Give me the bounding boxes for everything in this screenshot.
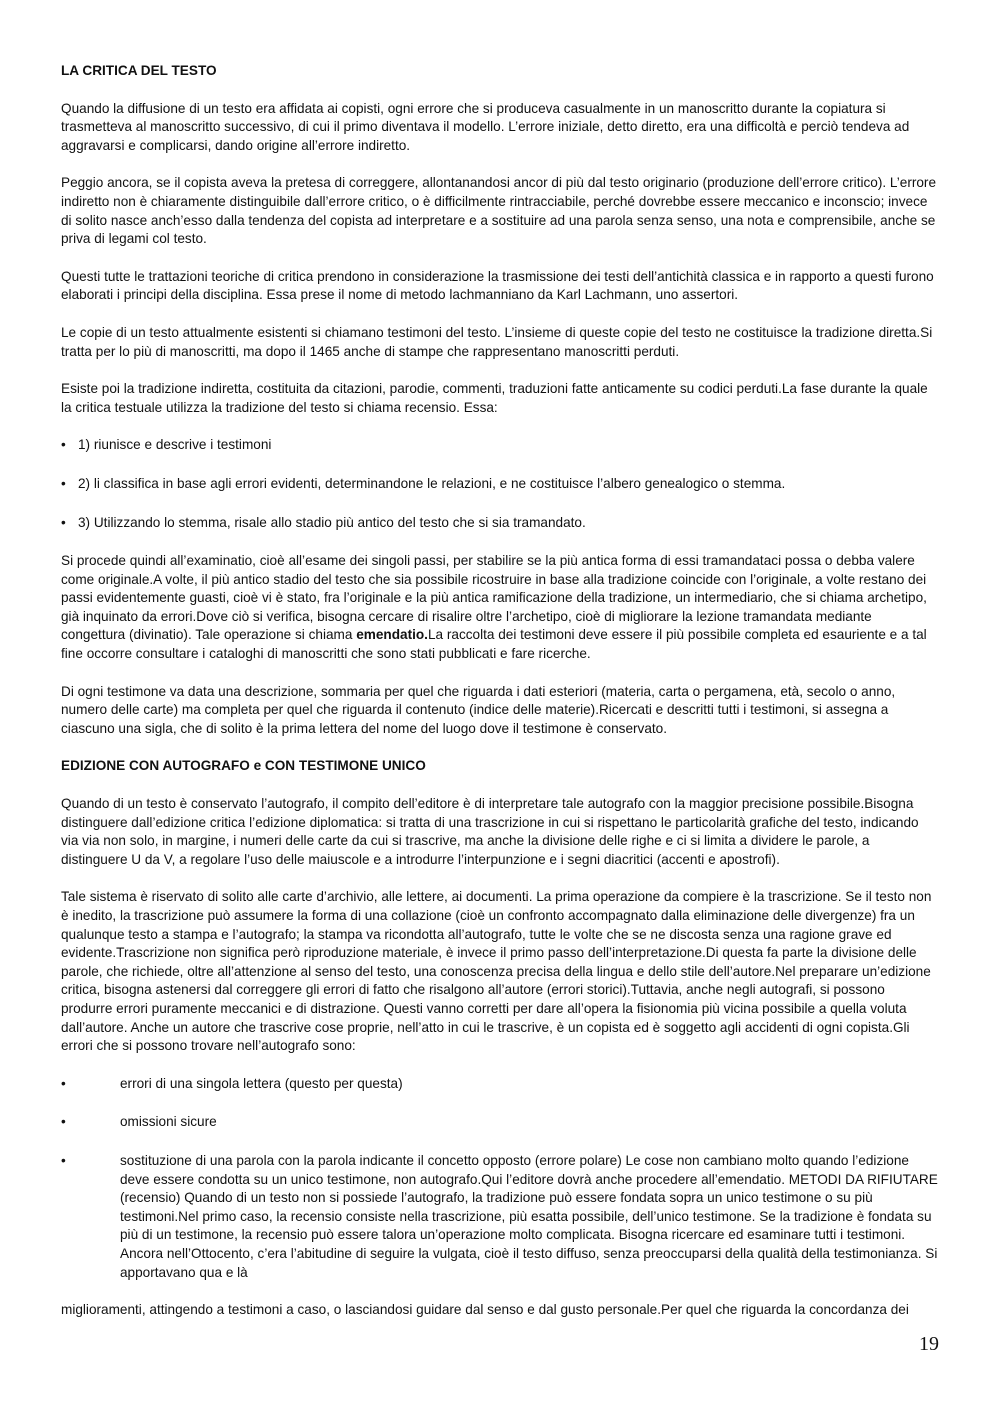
autograph-errors-list: [61, 1075, 939, 1282]
paragraph-10: miglioramenti, attingendo a testimoni a caso, o lasciandosi guidare dal senso e dal gusto personale.Per quel che riguarda la concordanza dei: [61, 1302, 909, 1318]
paragraph-6: [61, 552, 939, 664]
paragraph-9: Tale sistema è riservato di solito alle carte d’archivio, alle lettere, ai documenti. La prima operazione da compiere è la trascrizione. Se il testo non è inedito, la trascrizione può assumere la forma di una collazione (cioè un confronto accompagnato dalla eliminazione delle divergenze) fra un qualunque testo a stampa e l’autografo; la stampa va ricondotta all’autografo, tutte le volte che se ne discosta senza una ragione grave ed evidente.Trascrizione non significa però riproduzione materiale, è invece il primo passo dell’interpretazione.Di questa fa parte la divisione delle parole, che richiede, oltre all’attenzione al senso del testo, una conoscenza precisa della lingua e dello stile dell’autore.Nel preparare un’edizione critica, bisogna astenersi dal correggere gli errori di fatto che risalgono all’autore (errori storici).Tuttavia, anche negli autografi, si possono produrre errori puramente meccanici e di distrazione. Questi vanno corretti per dare all’opera la fisionomia più vicina possibile a quella voluta dall’autore. Anche un autore che trascrive cose proprie, nell’atto in cui le trascrive, è un copista ed è soggetto agli accidenti di ogni copista.Gli errori che si possono trovare nell’autografo sono:: [61, 889, 932, 1054]
paragraph-3: Questi tutte le trattazioni teoriche di critica prendono in considerazione la trasmissione dei testi dell’antichità classica e in rapporto a questi furono elaborati i principi della disciplina. Essa prese il nome di metodo lachmanniano da Karl Lachmann, uno assertori.: [61, 268, 934, 303]
paragraph-5: Esiste poi la tradizione indiretta, costituita da citazioni, parodie, commenti, traduzioni fatte anticamente su codici perduti.La fase durante la quale la critica testuale utilizza la tradizione del testo si chiama recensio. Essa:: [61, 381, 928, 415]
paragraph-2: Peggio ancora, se il copista aveva la pretesa di correggere, allontanandosi ancor di più dal testo originario (produzione dell’errore critico). L’errore indiretto non è chiaramente distinguibile dall’errore critico, o è difficilmente rintracciabile, perché dovrebbe essere meccanico e inconscio; invece di solito nasce anch’esso dalla tendenza del copista ad interpretare e a sostituire ad una parola senza senso, una nota e comprensibile, anche se priva di legami col testo.: [61, 175, 937, 247]
list-item: • 3) Utilizzando lo stemma, risale allo stadio più antico del testo che si sia tramandato.: [61, 514, 939, 533]
recensio-steps-list: [61, 436, 939, 532]
list-item: • 1) riunisce e descrive i testimoni: [61, 436, 939, 455]
section-title: LA CRITICA DEL TESTO: [61, 63, 217, 78]
list-item: • errori di una singola lettera (questo per questa): [61, 1075, 939, 1094]
paragraph-6-part-b: La raccolta dei testimoni deve essere il più possibile completa ed esauriente e a tal fine occorre consultare i cataloghi di manoscritti che sono stati pubblicati e fare ricerche.: [61, 627, 927, 662]
list-item: • 2) li classifica in base agli errori evidenti, determinandone le relazioni, e ne costituisce l’albero genealogico o stemma.: [61, 475, 939, 494]
emendatio-term: emendatio.: [356, 627, 428, 643]
paragraph-1: Quando la diffusione di un testo era affidata ai copisti, ogni errore che si produceva casualmente in un manoscritto durante la copiatura si trasmetteva al manoscritto successivo, di cui il primo diventava il modello. L’errore iniziale, detto diretto, era una difficoltà e perciò tendeva ad aggravarsi e complicarsi, dando origine all’errore indiretto.: [61, 100, 910, 153]
list-item: • sostituzione di una parola con la parola indicante il concetto opposto (errore polare) Le cose non cambiano molto quando l’edizione deve essere condotta su un unico testimone, non autografo.Qui l’editore dovrà anche procedere all’emendatio. METODI DA RIFIUTARE (recensio) Quando di un testo non si possiede l’autografo, la tradizione può essere fondata sopra un unico testimone o su più testimoni.Nel primo caso, la recensio consiste nella trascrizione, più esatta possibile, dell’unico testimone. Se la tradizione è fondata su più di un testimone, la recensio può essere talora un’operazione molto complicata. Bisogna ricercare ed esaminare tutti i testimoni. Ancora nell’Ottocento, c’era l’abitudine di seguire la vulgata, cioè il testo diffuso, senza preoccuparsi della qualità della testimonianza. Si apportavano qua e là: [61, 1152, 939, 1282]
paragraph-4: Le copie di un testo attualmente esistenti si chiamano testimoni del testo. L’insieme di queste copie del testo ne costituisce la tradizione diretta.Si tratta per lo più di manoscritti, ma dopo il 1465 anche di stampe che rappresentano manoscritti perduti.: [61, 324, 933, 359]
section-heading-2: EDIZIONE CON AUTOGRAFO e CON TESTIMONE UNICO: [61, 758, 426, 774]
paragraph-6-part-a: Si procede quindi all’examinatio, cioè all’esame dei singoli passi, per stabilire se la più antica forma di essi tramandataci possa o debba valere come originale.A volte, il più antico stadio del testo che sia possibile ricostruire in base alla tradizione coincide con l’originale, a volte restano dei passi evidentemente guasti, cioè vi è stato, fra l’originale e la più antica ramificazione della tradizione, un intermediario, che si chiama archetipo, già inquinato da errori.Dove ciò si verifica, bisogna cercare di risalire oltre l’archetipo, cioè di migliorare la lezione tramandata mediante congettura (divinatio). Tale operazione si chiama: [61, 553, 927, 643]
document-page: [61, 62, 939, 1339]
page-number: 19: [919, 1333, 939, 1355]
paragraph-8: Quando di un testo è conservato l’autografo, il compito dell’editore è di interpretare tale autografo con la maggior precisione possibile.Bisogna distinguere dall’edizione critica l’edizione diplomatica: si tratta di una trascrizione in cui si rispettano le particolarità grafiche del testo, indicando via via non solo, in margine, i numeri delle carte da cui si trascrive, ma anche la divisione delle righe e ci si limita a dividere le parole, a distinguere U da V, a regolare l’uso delle maiuscole e a introdurre l’interpunzione e i segni diacritici (accenti e apostrofi).: [61, 796, 919, 867]
paragraph-7: Di ogni testimone va data una descrizione, sommaria per quel che riguarda i dati esteriori (materia, carta o pergamena, età, secolo o anno, numero delle carte) ma completa per quel che riguarda il contenuto (indice delle materie).Ricercati e descritti tutti i testimoni, si assegna a ciascuno una sigla, che di solito è la prima lettera del nome del luogo dove il testimone è conservato.: [61, 683, 896, 736]
list-item: • omissioni sicure: [61, 1113, 939, 1132]
